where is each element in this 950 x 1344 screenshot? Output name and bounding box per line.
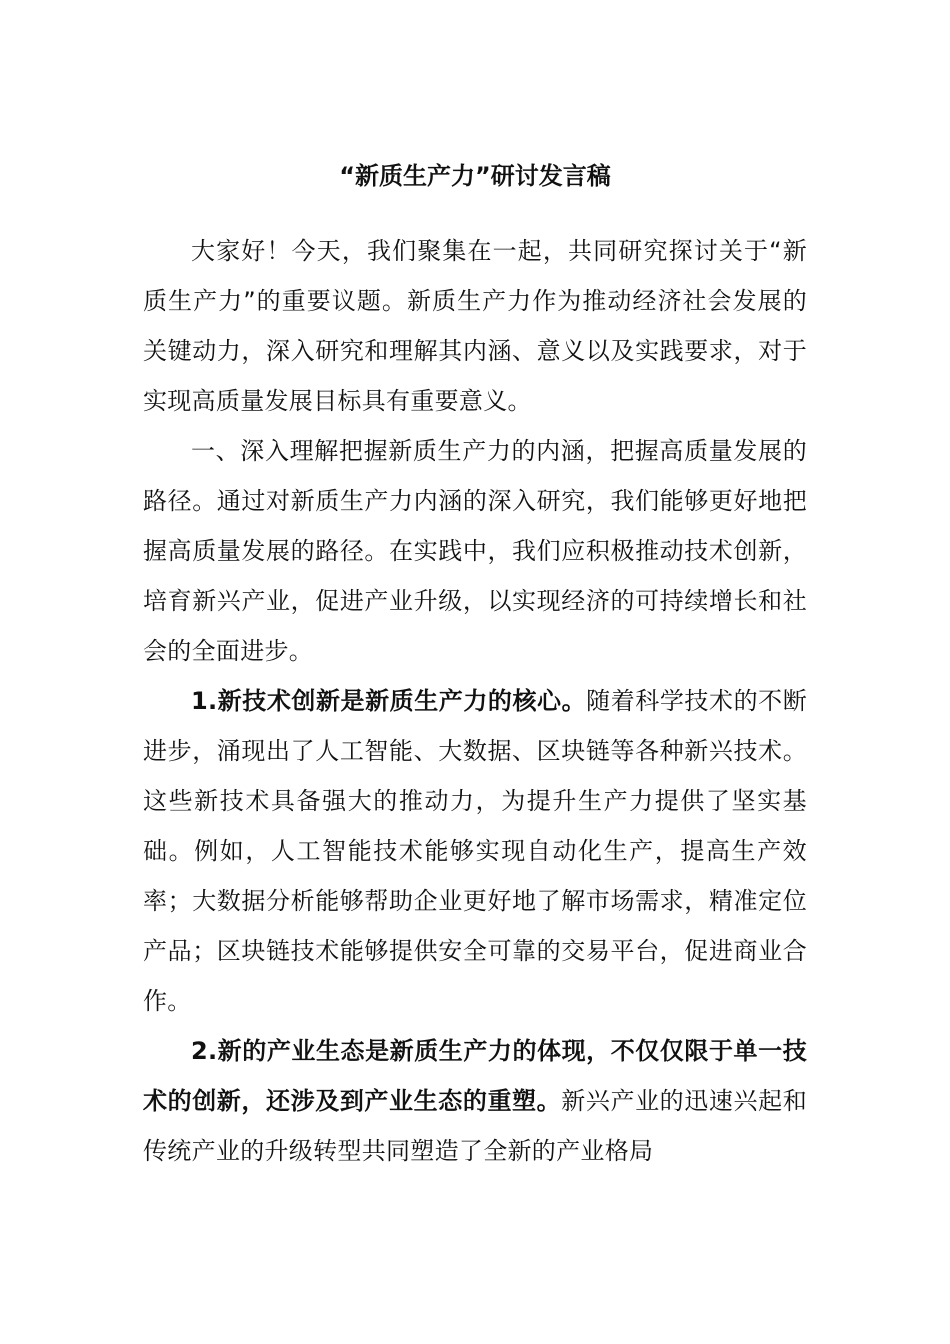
- paragraph-point-two: [143, 1026, 807, 1176]
- paragraph-text: 新兴产业的迅速兴起和传统产业的升级转型共同塑造了全新的产业格局: [143, 1087, 807, 1165]
- paragraph-section-one: [143, 426, 807, 676]
- document-body: [143, 226, 807, 1176]
- paragraph-point-one: [143, 676, 807, 1026]
- paragraph-text: 大家好！今天，我们聚集在一起，共同研究探讨关于“新质生产力”的重要议题。新质生产力作为推动经济社会发展的关键动力，深入研究和理解其内涵、意义以及实践要求，对于实现高质量发展目标具有重要意义。: [143, 237, 808, 415]
- paragraph-greeting: [143, 226, 807, 426]
- paragraph-lead-heading: 2.新的产业生态是新质生产力的体现，不仅仅限于单一技术的创新，还涉及到产业生态的重塑。: [143, 1037, 807, 1115]
- paragraph-text: 一、深入理解把握新质生产力的内涵，把握高质量发展的路径。通过对新质生产力内涵的深入研究，我们能够更好地把握高质量发展的路径。在实践中，我们应积极推动技术创新，培育新兴产业，促进产业升级，以实现经济的可持续增长和社会的全面进步。: [143, 437, 807, 665]
- paragraph-lead-heading: 1.新技术创新是新质生产力的核心。: [191, 687, 587, 715]
- paragraph-text: 随着科学技术的不断进步，涌现出了人工智能、大数据、区块链等各种新兴技术。这些新技术具备强大的推动力，为提升生产力提供了坚实基础。例如，人工智能技术能够实现自动化生产，提高生产效率；大数据分析能够帮助企业更好地了解市场需求，精准定位产品；区块链技术能够提供安全可靠的交易平台，促进商业合作。: [143, 687, 807, 1015]
- document-title: “新质生产力”研讨发言稿: [339, 162, 611, 190]
